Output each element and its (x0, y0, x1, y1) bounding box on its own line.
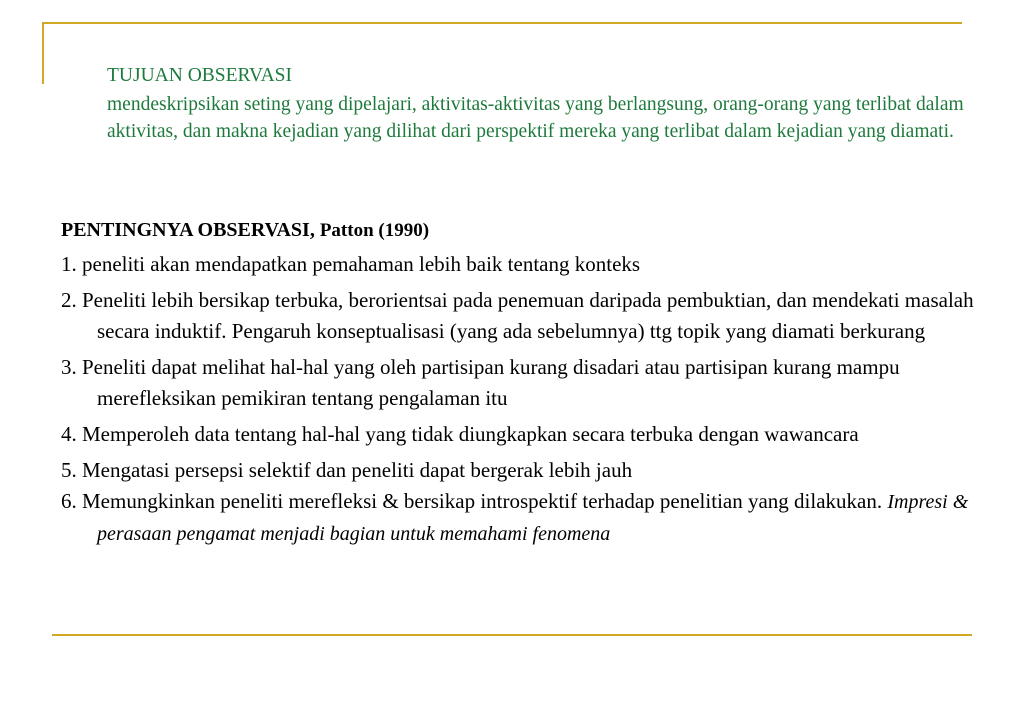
list-item: 5. Mengatasi persepsi selektif dan peneliti dapat bergerak lebih jauh (61, 458, 633, 482)
list-item: 2. Peneliti lebih bersikap terbuka, berorientsai pada penemuan daripada pembuktian, dan mendekati masalah secara induktif. Pengaruh konseptualisasi (yang ada sebelumnya) ttg topik yang diamati berkurang (61, 288, 974, 343)
list-item (61, 486, 1006, 550)
point6-italic-note: Impresi & perasaan pengamat menjadi bagian untuk memahami fenomena (97, 491, 969, 545)
pentingnya-author: Patton (1990) (319, 220, 430, 241)
list-item: 1. peneliti akan mendapatkan pemahaman lebih baik tentang konteks (61, 252, 641, 276)
list-item: 4. Memperoleh data tentang hal-hal yang tidak diungkapkan secara terbuka dengan wawancara (61, 422, 859, 446)
frame-left-rule (42, 22, 44, 84)
frame-top-rule (42, 22, 962, 24)
pentingnya-section (61, 216, 1006, 555)
pentingnya-title: PENTINGNYA OBSERVASI, (61, 219, 315, 241)
pentingnya-list (61, 249, 1006, 550)
list-item: 3. Peneliti dapat melihat hal-hal yang oleh partisipan kurang disadari atau partisipan kurang mampu merefleksikan pemikiran tentang pengalaman itu (61, 355, 900, 410)
pentingnya-heading (61, 216, 1006, 245)
tujuan-description: mendeskripsikan seting yang dipelajari, aktivitas-aktivitas yang berlangsung, orang-orang yang terlibat dalam aktivitas, dan makna kejadian yang dilihat dari perspektif mereka yang terlibat dalam kejadian yang diamati. (107, 94, 964, 142)
point6-text: 6. Memungkinkan peneliti merefleksi & bersikap introspektif terhadap penelitian yang dilakukan. (61, 489, 883, 513)
tujuan-title: TUJUAN OBSERVASI (107, 65, 292, 86)
frame-bottom-rule (52, 634, 972, 636)
tujuan-section (107, 62, 1012, 145)
